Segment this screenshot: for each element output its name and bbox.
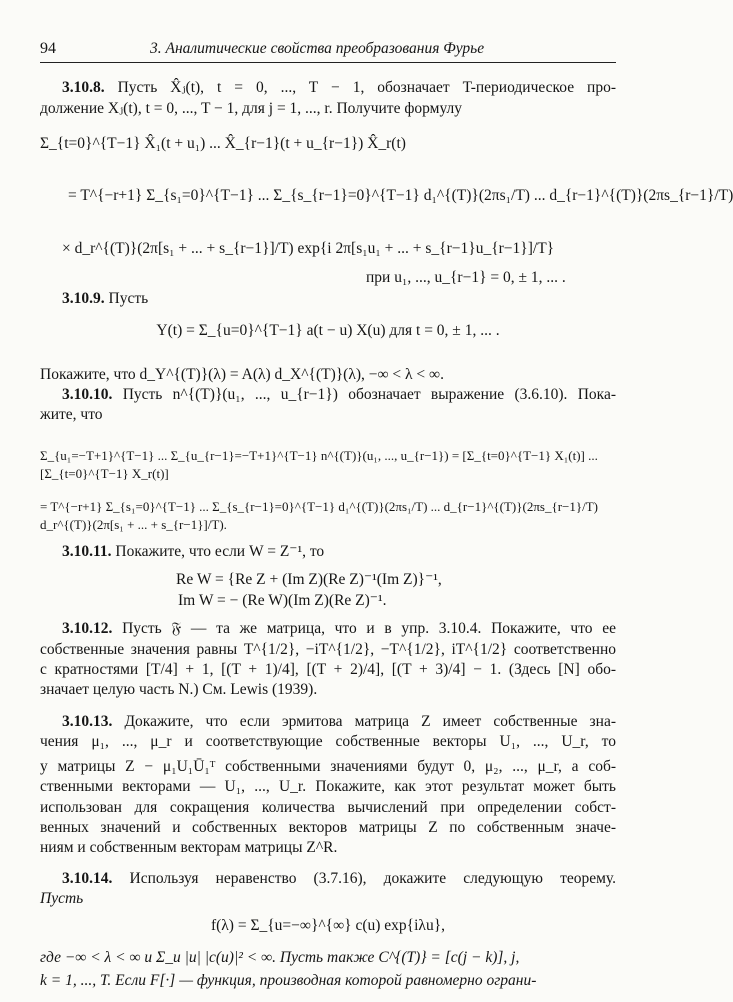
exercise-number: 3.10.10. xyxy=(62,386,113,403)
exercise-3-10-14-line-4: k = 1, ..., T. Если F[·] — функция, производная которой равномерно ограни- xyxy=(40,972,537,989)
exercise-3-10-13-line-2: чения μ₁, ..., μ_r и соответствующие собственные векторы U₁, ..., U_r, то xyxy=(40,733,616,750)
exercise-number: 3.10.8. xyxy=(62,79,105,96)
exercise-text: Покажите, что если W = Z⁻¹, то xyxy=(115,543,325,560)
exercise-3-10-13-line-6: венных значений и собственных векторов матрицы Z по собственным значе- xyxy=(40,819,616,836)
exercise-3-10-8-line-2: должение Xⱼ(t), t = 0, ..., T − 1, для j = 1, ..., r. Получите формулу xyxy=(40,100,463,117)
formula-3-10-8-c: × d_r^{(T)}(2π[s₁ + ... + s_{r−1}]/T) exp{i 2π[s₁u₁ + ... + s_{r−1}u_{r−1}]/T} xyxy=(62,240,555,257)
exercise-number: 3.10.12. xyxy=(62,620,113,637)
exercise-3-10-13-line-3: у матрицы Z − μ₁U₁Ū₁ᵀ собственными значениями будут 0, μ₂, ..., μ_r, а соб- xyxy=(40,758,616,775)
exercise-3-10-12-line-3: с кратностями [T/4] + 1, [(T + 1)/4], [(T + 2)/4], [(T + 3)/4] − 1. (Здесь [N] обо- xyxy=(40,661,616,678)
running-title: 3. Аналитические свойства преобразования Фурье xyxy=(150,40,485,57)
exercise-number: 3.10.14. xyxy=(62,870,113,887)
exercise-3-10-8-line-1 xyxy=(62,77,616,98)
exercise-3-10-10-line-1 xyxy=(62,384,616,405)
formula-3-10-10-b: = T^{−r+1} Σ_{s₁=0}^{T−1} ... Σ_{s_{r−1}=0}^{T−1} d₁^{(T)}(2πs₁/T) ... d_{r−1}^{(T)}(2πs_{r−1}/T) d_r^{(T)}(2π[s₁ + ... + s_{r−1}]/T). xyxy=(40,499,598,532)
exercise-3-10-14-line-3: где −∞ < λ < ∞ и Σ_u |u| |c(u)|² < ∞. Пусть также C^{(T)} = [c(j − k)], j, xyxy=(40,949,520,966)
exercise-3-10-13-line-7: ниям и собственным векторам матрицы Z^R. xyxy=(40,839,338,856)
exercise-3-10-10-line-2: жите, что xyxy=(40,406,103,423)
exercise-text: Используя неравенство (3.7.16), докажите следующую теорему. xyxy=(129,870,617,887)
page-number: 94 xyxy=(40,40,56,57)
exercise-3-10-9-line-1 xyxy=(62,288,148,309)
formula-3-10-8-d: при u₁, ..., u_{r−1} = 0, ± 1, ... . xyxy=(366,269,566,286)
running-header xyxy=(40,38,616,63)
exercise-3-10-14-line-1 xyxy=(62,868,616,889)
formula-3-10-8-a: Σ_{t=0}^{T−1} X̂₁(t + u₁) ... X̂_{r−1}(t + u_{r−1}) X̂_r(t) xyxy=(40,135,406,152)
exercise-3-10-13-line-4: ственными векторами — U₁, ..., U_r. Покажите, как этот результат может быть xyxy=(40,778,616,795)
exercise-3-10-12-line-4: значает целую часть N.) См. Lewis (1939). xyxy=(40,681,318,698)
exercise-3-10-13-line-5: использован для сокращения количества вычислений при определении собст- xyxy=(40,799,616,816)
exercise-text: Пусть X̂ⱼ(t), t = 0, ..., T − 1, обозначает T-периодическое про- xyxy=(117,79,617,96)
formula-3-10-11-a: Re W = {Re Z + (Im Z)(Re Z)⁻¹(Im Z)}⁻¹, xyxy=(176,571,442,588)
exercise-text: Докажите, что если эрмитова матрица Z имеет собственные зна- xyxy=(124,713,617,730)
exercise-number: 3.10.9. xyxy=(62,290,105,307)
exercise-text: Пусть n^{(T)}(u₁, ..., u_{r−1}) обозначает выражение (3.6.10). Пока- xyxy=(122,386,616,403)
exercise-number: 3.10.11. xyxy=(62,543,112,560)
formula-3-10-10-a: Σ_{u₁=−T+1}^{T−1} ... Σ_{u_{r−1}=−T+1}^{T−1} n^{(T)}(u₁, ..., u_{r−1}) = [Σ_{t=0}^{T−1} X₁(t)] ... [Σ_{t=0}^{T−1} X_r(t)] xyxy=(40,448,598,481)
exercise-3-10-13-line-1 xyxy=(62,711,616,732)
formula-3-10-11-b: Im W = − (Re W)(Im Z)(Re Z)⁻¹. xyxy=(178,592,387,609)
formula-3-10-8-b: = T^{−r+1} Σ_{s₁=0}^{T−1} ... Σ_{s_{r−1}=0}^{T−1} d₁^{(T)}(2πs₁/T) ... d_{r−1}^{(T)}(2πs_{r−1}/T) xyxy=(68,187,733,204)
exercise-3-10-14-line-2: Пусть xyxy=(40,890,84,907)
formula-3-10-14: f(λ) = Σ_{u=−∞}^{∞} c(u) exp{iλu}, xyxy=(210,917,446,934)
exercise-3-10-9-line-2: Покажите, что d_Y^{(T)}(λ) = A(λ) d_X^{(T)}(λ), −∞ < λ < ∞. xyxy=(40,366,444,383)
exercise-3-10-12-line-2: собственные значения равны T^{1/2}, −iT^{1/2}, −T^{1/2}, iT^{1/2} соответственно xyxy=(40,641,616,658)
exercise-text: Пусть 𝔉 — та же матрица, что и в упр. 3.10.4. Покажите, что ее xyxy=(122,620,616,637)
exercise-text: Пусть xyxy=(108,290,149,307)
exercise-3-10-12-line-1 xyxy=(62,618,616,639)
exercise-number: 3.10.13. xyxy=(62,713,113,730)
formula-3-10-9: Y(t) = Σ_{u=0}^{T−1} a(t − u) X(u) для t = 0, ± 1, ... . xyxy=(156,322,500,339)
exercise-3-10-11-line-1 xyxy=(62,541,324,562)
